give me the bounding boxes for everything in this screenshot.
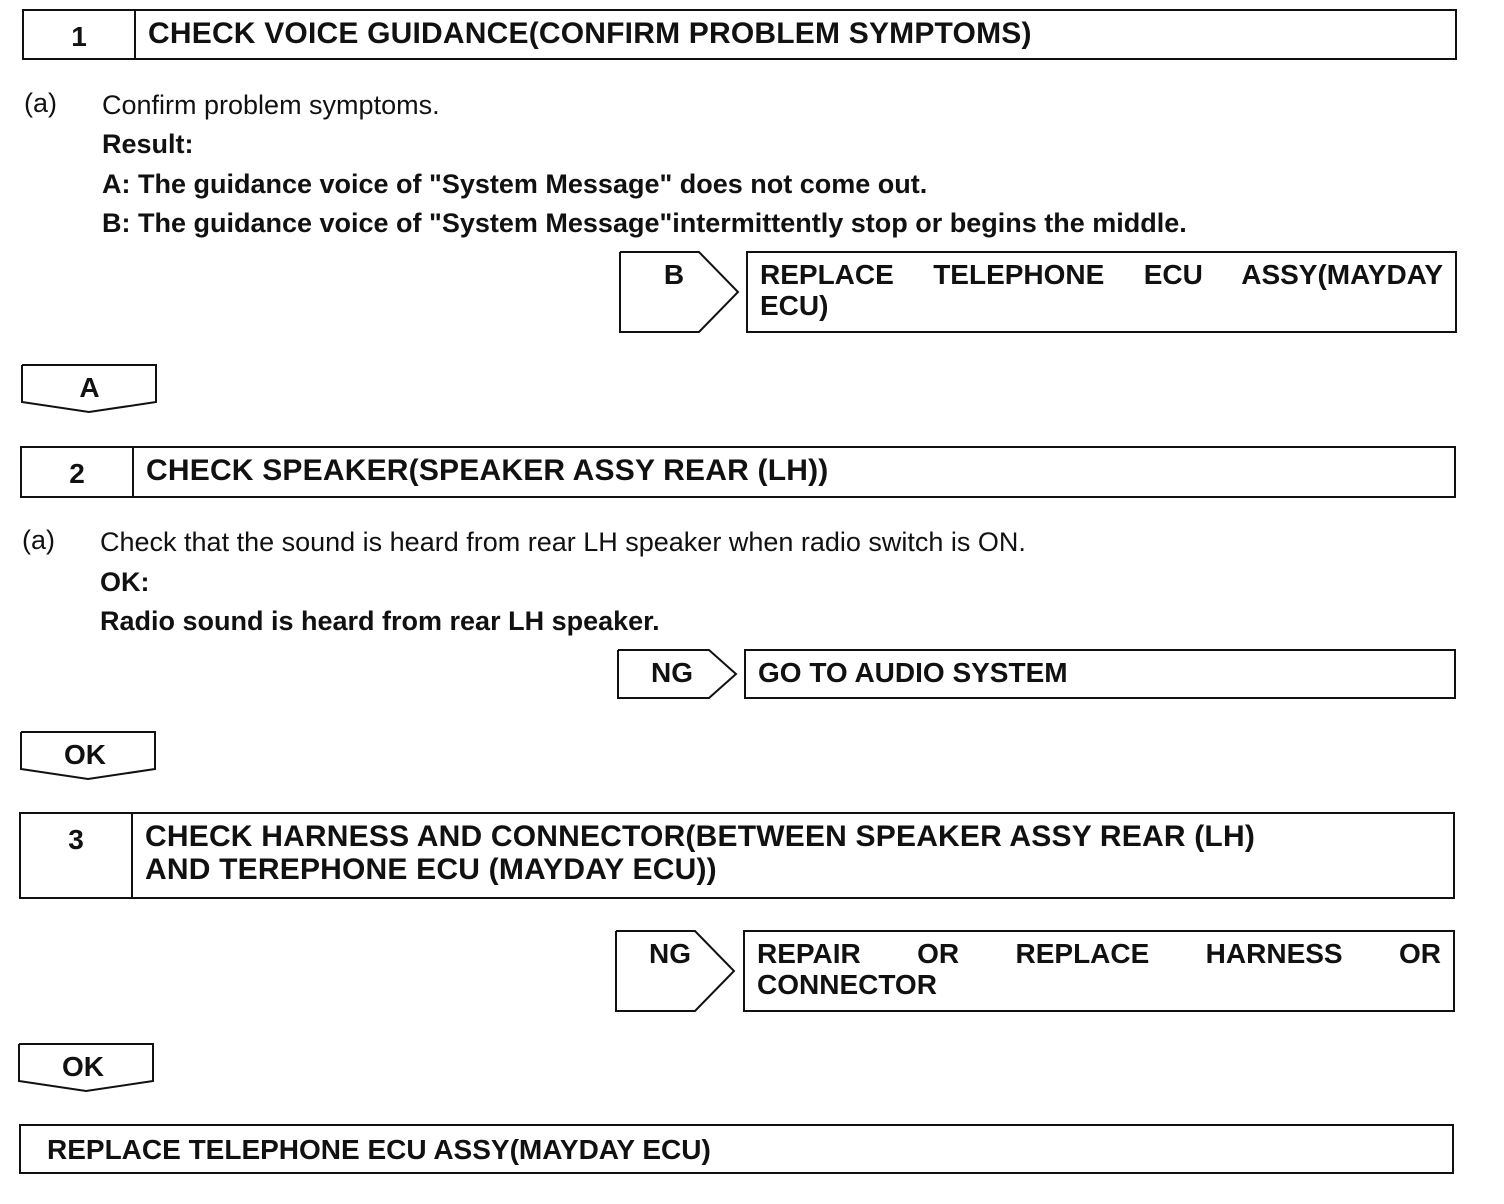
step-1-item-label: (a) [24,88,57,118]
step-3-branch-result-line2: CONNECTOR [757,969,937,1000]
step-1-branch-result [746,251,1457,333]
step-3-continue-tab [18,1043,155,1093]
step-2-ok-label: OK: [100,567,150,597]
step-1-number: 1 [24,11,136,58]
step-2-number: 2 [22,448,134,496]
step-1-branch-b-arrow [619,251,741,333]
step-1-result-b: B: The guidance voice of "System Message"intermittently stop or begins the middle. [102,208,1187,238]
step-1-title: CHECK VOICE GUIDANCE(CONFIRM PROBLEM SYMPTOMS) [148,17,1032,50]
step-1-result-a: A: The guidance voice of "System Message" does not come out. [102,169,928,199]
step-3-continue-label: OK [62,1051,104,1082]
step-1-branch-result-line2: ECU) [760,290,829,321]
step-2-continue-tab [20,731,157,781]
step-3-header [19,812,1455,899]
step-1-continue-label: A [79,372,100,403]
step-3-title-line2: AND TEREPHONE ECU (MAYDAY ECU)) [145,853,717,886]
step-3-branch-ng-arrow [615,930,737,1012]
step-1-item-text: Confirm problem symptoms. [102,90,440,120]
step-1-branch-result-line1: REPLACE TELEPHONE ECU ASSY(MAYDAY [760,259,1443,290]
step-2-title: CHECK SPEAKER(SPEAKER ASSY REAR (LH)) [146,454,829,487]
step-1-branch-label: B [663,259,685,290]
step-2-branch-ng-arrow [617,649,739,699]
step-2-continue-label: OK [64,739,106,770]
step-2-branch-label: NG [651,657,693,688]
step-2-ok-text: Radio sound is heard from rear LH speaker. [100,606,660,636]
step-1-continue-tab [21,364,158,414]
step-3-title [133,814,1453,897]
step-3-number: 3 [21,814,133,897]
step-1-header [22,9,1457,60]
step-2-header [20,446,1456,498]
step-2-item-text: Check that the sound is heard from rear LH speaker when radio switch is ON. [100,527,1026,557]
step-2-item-label: (a) [22,525,55,555]
final-action-box: REPLACE TELEPHONE ECU ASSY(MAYDAY ECU) [19,1124,1454,1174]
step-3-branch-result-line1: REPAIR OR REPLACE HARNESS OR [757,938,1441,969]
step-1-result-label: Result: [102,129,194,159]
step-2-branch-result: GO TO AUDIO SYSTEM [744,649,1456,699]
step-3-branch-result [743,930,1455,1012]
step-3-branch-label: NG [649,938,691,969]
step-3-title-line1: CHECK HARNESS AND CONNECTOR(BETWEEN SPEAKER ASSY REAR (LH) [145,820,1256,853]
